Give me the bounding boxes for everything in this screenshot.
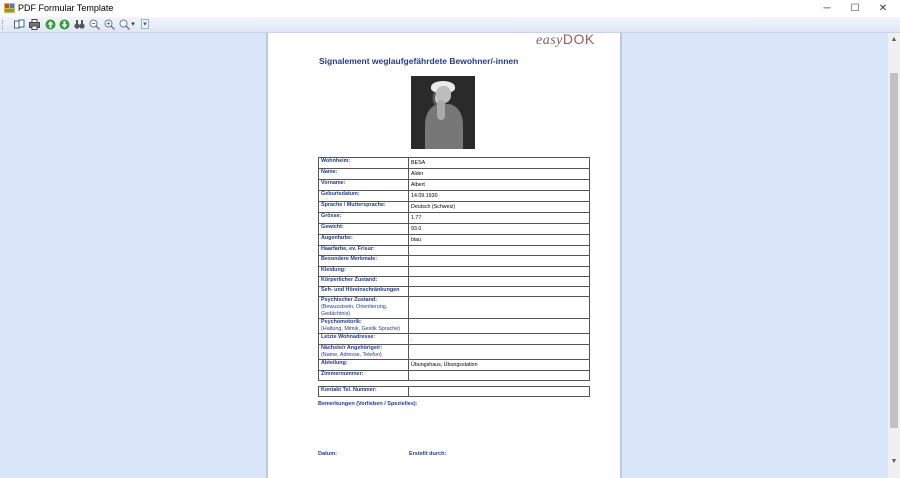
field-label: Haarfarbe, ev. Frisur: — [319, 246, 409, 256]
field-label: Nächste/r Angehörige/r: (Name, Adresse, Telefon) — [319, 345, 409, 360]
pages-icon[interactable] — [14, 19, 25, 30]
table-row — [319, 191, 590, 202]
field-value — [409, 266, 590, 276]
window-title: PDF Formular Template — [18, 3, 114, 13]
pdf-page — [268, 33, 620, 478]
field-value: Albert — [409, 180, 590, 191]
field-value — [409, 387, 590, 397]
easydok-logo: easyDOK — [536, 33, 595, 48]
table-row — [319, 213, 590, 224]
resident-details-table — [318, 157, 590, 360]
contact-table — [318, 386, 590, 397]
close-button[interactable]: ✕ — [878, 3, 888, 14]
field-label: Psychomotorik: (Haltung, Mimik, Gestik Sprache) — [319, 319, 409, 334]
field-label: Seh- und Höreinschränkungen — [319, 287, 409, 297]
document-title: Signalement weglaufgefährdete Bewohner/-innen — [319, 56, 519, 66]
table-row — [319, 169, 590, 180]
down-arrow-icon[interactable] — [59, 19, 70, 30]
field-value: . — [409, 334, 590, 345]
table-row — [319, 266, 590, 276]
overflow-dropdown-icon[interactable]: ▾ — [141, 19, 149, 29]
find-icon[interactable] — [74, 19, 85, 30]
table-row — [319, 387, 590, 397]
print-icon[interactable] — [29, 19, 40, 30]
field-label: Grösse: — [319, 213, 409, 224]
field-value: 1.77 — [409, 213, 590, 224]
field-value: 93.0 — [409, 224, 590, 235]
field-value — [409, 345, 590, 360]
table-row — [319, 202, 590, 213]
field-label: Psychischer Zustand: (Bewusstsein, Orientierung, Gedächtnis) — [319, 297, 409, 319]
table-row — [319, 360, 590, 371]
table-row — [319, 224, 590, 235]
table-row — [319, 256, 590, 266]
field-value: BESA — [409, 158, 590, 169]
vertical-scrollbar[interactable] — [888, 33, 900, 478]
field-label: Name: — [319, 169, 409, 180]
zoom-out-icon[interactable] — [89, 19, 100, 30]
up-arrow-icon[interactable] — [45, 19, 56, 30]
field-label: Kleidung: — [319, 266, 409, 276]
field-label: Wohnheim: — [319, 158, 409, 169]
field-value: Alder — [409, 169, 590, 180]
toolbar-grip[interactable] — [2, 20, 4, 30]
table-row — [319, 246, 590, 256]
field-value — [409, 276, 590, 286]
field-value — [409, 287, 590, 297]
date-label: Datum: — [318, 451, 337, 457]
created-by-label: Erstellt durch: — [409, 451, 447, 457]
title-bar — [0, 0, 900, 17]
scroll-up-icon[interactable]: ▲ — [890, 36, 898, 43]
ward-table — [318, 359, 590, 381]
field-label: Gewicht: — [319, 224, 409, 235]
scroll-down-icon[interactable]: ▼ — [890, 458, 898, 465]
field-value — [409, 246, 590, 256]
table-row — [319, 276, 590, 286]
minimize-button[interactable]: ─ — [823, 3, 831, 14]
field-value — [409, 371, 590, 381]
field-value — [409, 297, 590, 319]
field-label: Besondere Merkmale: — [319, 256, 409, 266]
field-label: Abteilung: — [319, 360, 409, 371]
scrollbar-thumb[interactable] — [890, 73, 898, 428]
field-value — [409, 319, 590, 334]
field-value: Übungshaus, Übungsstation — [409, 360, 590, 371]
table-row — [319, 287, 590, 297]
field-label: Sprache / Muttersprache: — [319, 202, 409, 213]
resident-photo — [411, 76, 475, 149]
table-row — [319, 371, 590, 381]
zoom-dropdown-arrow[interactable]: ▾ — [131, 21, 135, 28]
table-row — [319, 158, 590, 169]
field-label: Körperlicher Zustand: — [319, 276, 409, 286]
table-row — [319, 297, 590, 319]
zoom-in-icon[interactable] — [104, 19, 115, 30]
table-row — [319, 235, 590, 246]
toolbar — [0, 17, 900, 33]
app-icon — [4, 3, 15, 13]
table-row — [319, 180, 590, 191]
field-label: Augenfarbe: — [319, 235, 409, 246]
pdf-viewer[interactable] — [0, 33, 888, 478]
field-label: Zimmernummer: — [319, 371, 409, 381]
table-row — [319, 334, 590, 345]
field-label: Vorname: — [319, 180, 409, 191]
field-label: Geburtsdatum: — [319, 191, 409, 202]
field-value: blau — [409, 235, 590, 246]
maximize-button[interactable]: ☐ — [850, 3, 860, 14]
table-row — [319, 345, 590, 360]
field-value: 14.09.1930 — [409, 191, 590, 202]
table-row — [319, 319, 590, 334]
field-label: Letzte Wohnadresse: — [319, 334, 409, 345]
remarks-label: Bemerkungen (Vorlieben / Spezielles): — [318, 401, 418, 407]
field-value: Deutsch (Schweiz) — [409, 202, 590, 213]
zoom-dropdown-icon[interactable] — [119, 19, 130, 30]
field-label: Kontakt Tel. Nummer: — [319, 387, 409, 397]
field-value — [409, 256, 590, 266]
